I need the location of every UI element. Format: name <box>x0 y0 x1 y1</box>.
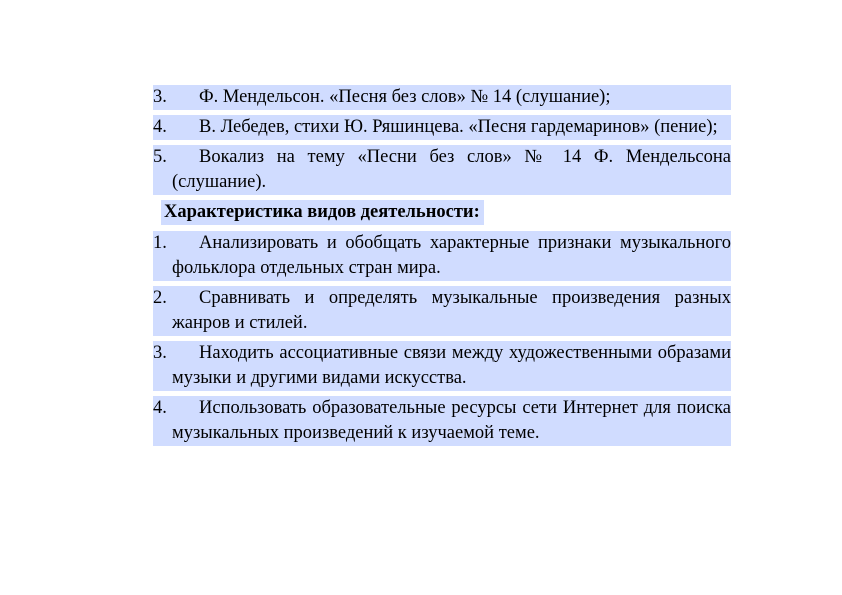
list-item-number: 4. <box>153 117 167 137</box>
list-item <box>153 115 731 140</box>
list-item <box>153 85 731 110</box>
list-item-text: Вокализ на тему «Песни без слов» № 14 Ф. Мендельсона (слушание). <box>172 147 731 192</box>
section-heading-row <box>153 200 731 225</box>
list-item-text: Использовать образовательные ресурсы сети Интернет для поиска музыкальных произведений к изучаемой теме. <box>172 398 731 443</box>
list-item-number: 2. <box>153 288 167 308</box>
list-item-number: 3. <box>153 343 167 363</box>
list-item <box>153 286 731 336</box>
list-item-text: Ф. Мендельсон. «Песня без слов» № 14 (слушание); <box>199 87 611 107</box>
list-item-number: 4. <box>153 398 167 418</box>
list-item-text: Сравнивать и определять музыкальные произведения разных жанров и стилей. <box>172 288 731 333</box>
list-item-number: 3. <box>153 87 167 107</box>
list-item <box>153 396 731 446</box>
list-item <box>153 145 731 195</box>
list-item-number: 5. <box>153 147 167 167</box>
list-item-text: В. Лебедев, стихи Ю. Ряшинцева. «Песня гардемаринов» (пение); <box>199 117 718 137</box>
list-item-text: Анализировать и обобщать характерные признаки музыкального фольклора отдельных стран мира. <box>172 233 731 278</box>
list-item-number: 1. <box>153 233 167 253</box>
list-item <box>153 231 731 281</box>
list-item <box>153 341 731 391</box>
document-body <box>153 85 731 451</box>
list-item-text: Находить ассоциативные связи между художественными образами музыки и другими видами искусства. <box>172 343 731 388</box>
section-heading: Характеристика видов деятельности: <box>161 200 484 225</box>
